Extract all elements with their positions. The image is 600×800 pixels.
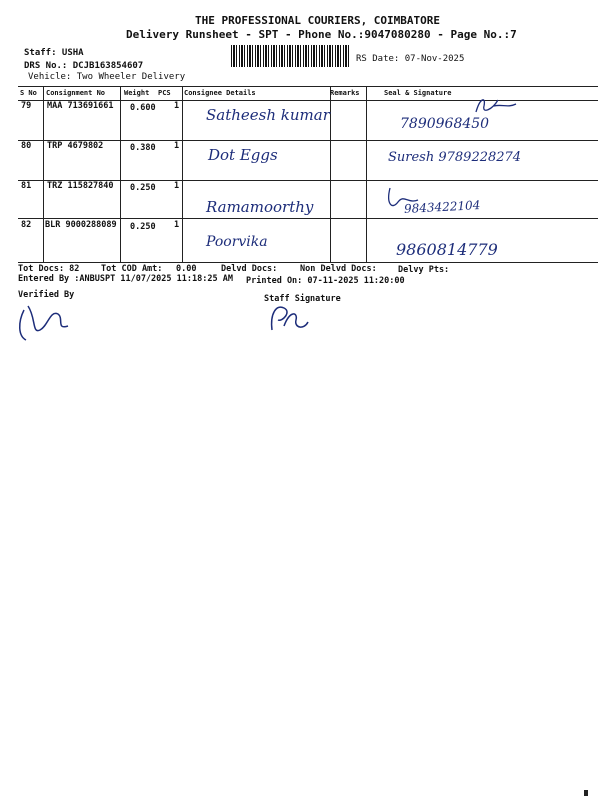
column-divider	[43, 86, 44, 262]
row-consignment: MAA 713691661	[47, 101, 114, 111]
row-sno: 81	[21, 181, 32, 191]
rs-date: RS Date: 07-Nov-2025	[356, 54, 465, 64]
row-weight: 0.250	[130, 222, 156, 232]
verified-signature	[14, 300, 74, 344]
delivered-docs: Delvd Docs:	[221, 264, 278, 274]
column-divider	[182, 86, 183, 262]
column-divider	[120, 86, 121, 262]
table-top-border	[18, 86, 598, 87]
row-weight: 0.250	[130, 183, 156, 193]
col-header-weight: Weight	[124, 89, 150, 97]
vehicle-label: Vehicle: Two Wheeler Delivery	[28, 72, 186, 82]
barcode-image	[231, 45, 349, 67]
row-consignee: Ramamoorthy	[206, 198, 314, 216]
row-seal: 7890968450	[400, 116, 490, 132]
row-weight: 0.600	[130, 103, 156, 113]
row-seal: 9860814779	[396, 240, 498, 259]
company-title: THE PROFESSIONAL COURIERS, COIMBATORE	[195, 14, 441, 27]
col-header-pcs: PCS	[158, 89, 171, 97]
staff-label: Staff: USHA	[24, 48, 84, 58]
table-bottom-border	[18, 262, 598, 263]
row-weight: 0.380	[130, 143, 156, 153]
col-header-sno: S No	[20, 89, 37, 97]
column-divider	[330, 86, 331, 262]
row-consignment: TRP 4679802	[47, 141, 104, 151]
row-pcs: 1	[174, 141, 180, 151]
col-header-seal: Seal & Signature	[384, 89, 452, 97]
scan-mark	[584, 790, 588, 796]
col-header-consignee: Consignee Details	[184, 89, 256, 97]
column-divider	[366, 86, 367, 262]
runsheet-subtitle: Delivery Runsheet - SPT - Phone No.:9047080280 - Page No.:7	[126, 28, 517, 41]
staff-signature-label: Staff Signature	[264, 294, 341, 304]
total-cod-value: 0.00	[176, 264, 197, 274]
entered-by: Entered By :ANBUSPT 11/07/2025 11:18:25 AM	[18, 274, 233, 284]
total-cod-label: Tot COD Amt:	[101, 264, 163, 274]
row-consignee: Satheesh kumar	[206, 106, 330, 124]
row-pcs: 1	[174, 181, 180, 191]
total-docs: Tot Docs: 82	[18, 264, 80, 274]
staff-signature	[264, 300, 312, 336]
row-sno: 80	[21, 141, 32, 151]
row-divider	[18, 218, 598, 219]
row-pcs: 1	[174, 101, 180, 111]
row-seal: Suresh 9789228274	[388, 150, 522, 165]
verified-by-label: Verified By	[18, 290, 75, 300]
row-divider	[18, 140, 598, 141]
signature-scribble	[384, 184, 424, 214]
signature-scribble	[470, 94, 520, 116]
col-header-consignment: Consignment No	[46, 89, 106, 97]
delivery-points: Delvy Pts:	[398, 265, 450, 275]
drs-number: DRS No.: DCJB163854607	[24, 61, 144, 71]
row-seal: 9843422104	[403, 198, 481, 216]
printed-on: Printed On: 07-11-2025 11:20:00	[246, 276, 405, 286]
row-sno: 82	[21, 220, 32, 230]
row-consignment: BLR 9000288089	[45, 220, 117, 230]
row-sno: 79	[21, 101, 32, 111]
row-pcs: 1	[174, 220, 180, 230]
row-consignee: Poorvika	[206, 234, 268, 250]
col-header-remarks: Remarks	[330, 89, 360, 97]
row-consignment: TRZ 115827840	[47, 181, 114, 191]
row-consignee: Dot Eggs	[208, 146, 278, 164]
non-delivered-docs: Non Delvd Docs:	[300, 264, 377, 274]
